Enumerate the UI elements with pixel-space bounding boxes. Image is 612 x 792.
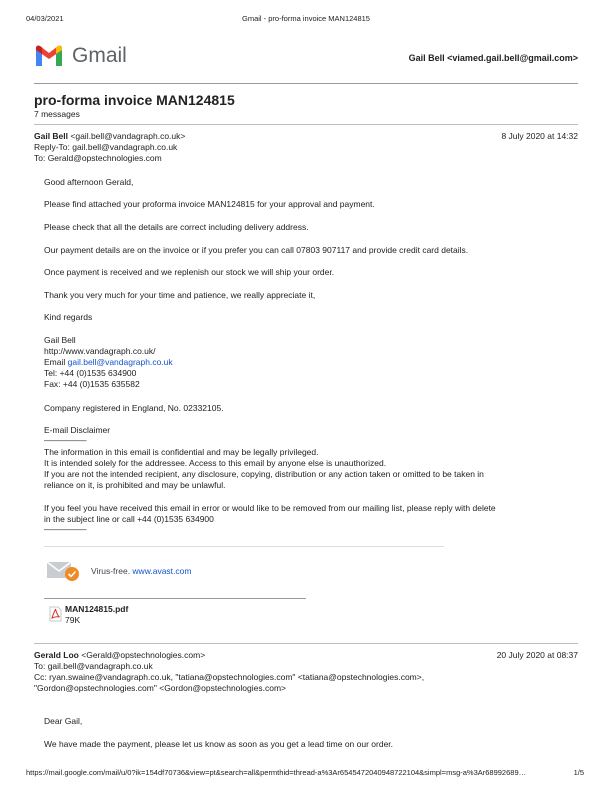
avast-text xyxy=(91,566,191,577)
message2-date: 20 July 2020 at 08:37 xyxy=(496,650,578,660)
message2-greeting: Dear Gail, xyxy=(44,716,83,726)
disclaimer-line-2: It is intended solely for the addressee. Access to this email by anyone else is unauthorized. xyxy=(44,458,387,468)
sender-email: <gail.bell@vandagraph.co.uk> xyxy=(70,131,186,141)
paragraph-3: Our payment details are on the invoice or if you prefer you can call 07803 907117 and provide credit card details. xyxy=(44,245,469,255)
virus-free-label: Virus-free. xyxy=(91,566,133,576)
message-count: 7 messages xyxy=(34,109,80,119)
thread-subject: pro-forma invoice MAN124815 xyxy=(34,92,235,108)
disclaimer-rule-end: ————— xyxy=(44,524,87,534)
company-registration: Company registered in England, No. 02332105. xyxy=(44,403,224,413)
signature-url-link[interactable]: http://www.vandagraph.co.uk/ xyxy=(44,346,156,356)
pdf-file-icon[interactable] xyxy=(49,606,62,622)
greeting: Good afternoon Gerald, xyxy=(44,177,134,187)
disclaimer-title: E-mail Disclaimer xyxy=(44,425,111,435)
gmail-logo-icon[interactable] xyxy=(34,44,64,68)
message1-date: 8 July 2020 at 14:32 xyxy=(501,131,578,141)
avast-mail-icon xyxy=(46,559,80,583)
message1-sender xyxy=(34,131,185,142)
message2-paragraph-1: We have made the payment, please let us know as soon as you get a lead time on our order. xyxy=(44,739,394,749)
signature-fax: Fax: +44 (0)1535 635582 xyxy=(44,379,140,389)
message-divider xyxy=(34,643,578,644)
signature-email xyxy=(44,357,173,367)
header-divider xyxy=(34,83,578,84)
message2-sender xyxy=(34,650,205,661)
message2-to: To: gail.bell@vandagraph.co.uk xyxy=(34,661,153,671)
message2-cc-line-2: "Gordon@opstechnologies.com" <Gordon@opstechnologies.com> xyxy=(34,683,286,693)
paragraph-5: Thank you very much for your time and patience, we really appreciate it, xyxy=(44,290,316,300)
attachment-name[interactable]: MAN124815.pdf xyxy=(65,604,129,614)
print-date: 04/03/2021 xyxy=(26,14,64,23)
print-title: Gmail - pro-forma invoice MAN124815 xyxy=(242,14,370,23)
account-label: Gail Bell <viamed.gail.bell@gmail.com> xyxy=(408,53,578,63)
signature-name: Gail Bell xyxy=(44,335,76,345)
attachment-size: 79K xyxy=(65,615,81,625)
disclaimer-line-5: If you feel you have received this email in error or would like to be removed from our mailing list, please reply with delete xyxy=(44,503,496,513)
gmail-wordmark: Gmail xyxy=(72,44,127,67)
disclaimer-line-4: reliance on it, is prohibited and may be unlawful. xyxy=(44,480,226,490)
paragraph-4: Once payment is received and we replenish our stock we will ship your order. xyxy=(44,267,335,277)
regards: Kind regards xyxy=(44,312,93,322)
disclaimer-line-6: in the subject line or call +44 (0)1535 634900 xyxy=(44,514,214,524)
print-url: https://mail.google.com/mail/u/0?ik=154df70736&view=pt&search=all&permthid=thread-a%3Ar6545472040948722104&simpl=msg-a%3Ar68992689… xyxy=(26,768,527,777)
paragraph-2: Please check that all the details are correct including delivery address. xyxy=(44,222,309,232)
print-page-number: 1/5 xyxy=(573,768,584,777)
disclaimer-line-1: The information in this email is confidential and may be legally privileged. xyxy=(44,447,319,457)
message1-reply-to: Reply-To: gail.bell@vandagraph.co.uk xyxy=(34,142,178,152)
paragraph-1: Please find attached your proforma invoice MAN124815 for your approval and payment. xyxy=(44,199,375,209)
sender-name: Gail Bell xyxy=(34,131,69,141)
avast-link[interactable]: www.avast.com xyxy=(132,566,192,576)
sender-name: Gerald Loo xyxy=(34,650,79,660)
signature-email-link[interactable]: gail.bell@vandagraph.co.uk xyxy=(67,357,173,367)
signature-tel: Tel: +44 (0)1535 634900 xyxy=(44,368,137,378)
disclaimer-rule: ————— xyxy=(44,435,87,445)
message1-to: To: Gerald@opstechnologies.com xyxy=(34,153,162,163)
sender-email: <Gerald@opstechnologies.com> xyxy=(81,650,206,660)
attachment-divider xyxy=(44,598,306,599)
disclaimer-line-3: If you are not the intended recipient, any disclosure, copying, distribution or any action taken or omitted to be taken in xyxy=(44,469,484,479)
avast-divider xyxy=(44,546,444,547)
thread-divider xyxy=(34,124,578,125)
message2-cc-line-1: Cc: ryan.swaine@vandagraph.co.uk, "tatiana@opstechnologies.com" <tatiana@opstechnologies.com>, xyxy=(34,672,425,682)
email-label: Email xyxy=(44,357,68,367)
